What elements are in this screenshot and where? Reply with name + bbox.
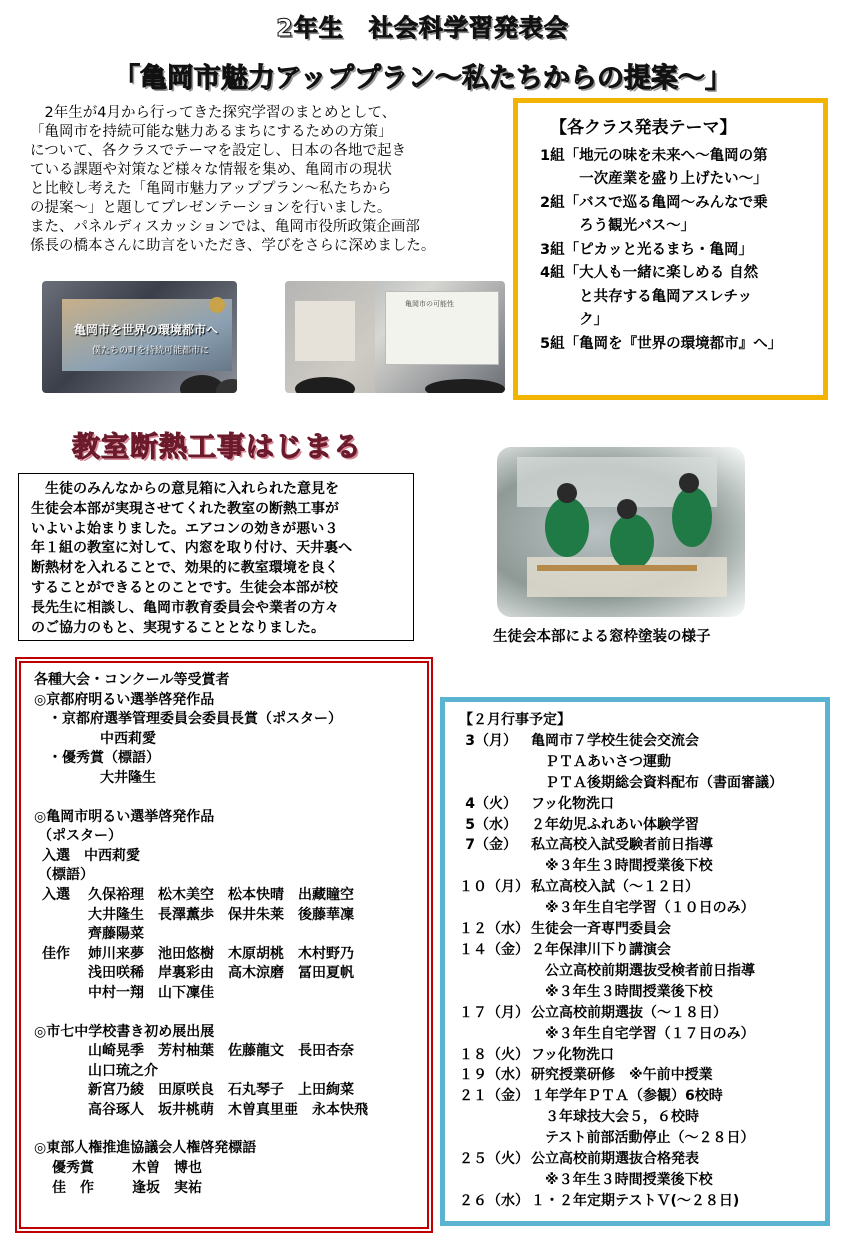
kyoto-prize: ・優秀賞（標語） <box>48 750 160 767</box>
presentation-photo <box>42 281 237 393</box>
theme-line: 「バスで巡る亀岡～みんなで乗 <box>564 194 768 211</box>
award-names <box>88 886 354 945</box>
jinken-row <box>34 1179 427 1199</box>
theme-line: と共存する亀岡アスレチッ <box>564 288 753 305</box>
schedule-row <box>459 1191 825 1212</box>
schedule-event: 公立高校前期選抜合格発表 <box>531 1151 699 1168</box>
room-silhouettes <box>285 281 505 393</box>
insulation-article <box>18 473 414 641</box>
schedule-date: １２（水） <box>459 921 529 938</box>
schedule-event: ※３年生３時間授業後下校 <box>545 983 713 1000</box>
schedule-event: 私立高校入試受験者前日指導 <box>531 837 713 854</box>
window-painting-photo <box>497 447 745 617</box>
intro-line: また、パネルディスカッションでは、亀岡市役所政策企画部 <box>30 219 420 235</box>
theme-line: 一次産業を盛り上げたい～」 <box>564 171 768 187</box>
schedule-date: ２１（金） <box>459 1088 529 1105</box>
schedule-row <box>459 940 825 961</box>
students-painting-illustration <box>497 447 745 617</box>
intro-line: と比較し考えた「亀岡市魅力アッププラン～私たちから <box>30 181 392 197</box>
schedule-event: 私立高校入試（～１２日） <box>531 879 699 896</box>
schedule-row <box>459 1003 825 1024</box>
themes-heading: 【各クラス発表テーマ】 <box>550 118 737 138</box>
slogan-nyusen <box>34 886 427 945</box>
kyoto-title: ◎京都府明るい選挙啓発作品 <box>34 691 215 708</box>
audience-silhouettes <box>42 281 237 393</box>
schedule-date: １９（水） <box>459 1067 529 1084</box>
names-line: 中村一翔 山下凜佳 <box>88 984 214 1001</box>
schedule-row <box>459 1065 825 1086</box>
theme-line: ろう観光バス～」 <box>564 218 696 234</box>
schedule-event: ２年幼児ふれあい体験学習 <box>531 816 699 833</box>
insulation-line: 生徒のみんなからの意見箱に入れられた意見を <box>31 481 339 497</box>
schedule-event: ＰＴＡあいさつ運動 <box>545 753 671 770</box>
jinken-title: ◎東部人権推進協議会人権啓発標語 <box>34 1140 257 1157</box>
slide-label: 亀岡市の可能性 <box>405 300 454 308</box>
intro-line: について、各クラスでテーマを設定し、日本の各地で起き <box>30 143 406 159</box>
schedule-date: 3（月） <box>465 732 517 749</box>
theme-class: 3組 <box>540 241 565 258</box>
names-line: 久保裕理 松木美空 松本快晴 出藏瞳空 <box>88 886 354 903</box>
intro-line: ている課題や対策など様々な情報を集め、亀岡市の現状 <box>30 162 392 178</box>
schedule-row <box>459 815 825 836</box>
schedule-date: 7（金） <box>465 837 517 854</box>
theme-item <box>540 333 813 357</box>
class-themes-box <box>513 98 828 400</box>
spacer <box>34 1004 427 1023</box>
insulation-line: のご協力のもと、実現することとなりました。 <box>31 619 325 636</box>
schedule-row <box>459 877 825 898</box>
calligraphy-title: ◎市七中学校書き初め展出展 <box>34 1023 215 1040</box>
names-line: 姉川来夢 池田悠樹 木原胡桃 木村野乃 <box>88 945 354 962</box>
theme-text <box>565 145 768 192</box>
theme-text <box>565 333 783 357</box>
schedule-row <box>459 731 825 752</box>
schedule-date: １７（月） <box>459 1004 529 1021</box>
theme-line: ク」 <box>564 312 609 328</box>
award-label: 佳作 <box>42 945 70 962</box>
spacer <box>34 1120 427 1139</box>
kyoto-prize: ・京都府選挙管理委員会委員長賞（ポスター） <box>48 711 342 728</box>
award-label: 佳 作 <box>52 1179 94 1196</box>
photo-caption: 生徒会本部による窓枠塗装の様子 <box>493 629 711 645</box>
award-names: 木曽 博也 <box>132 1160 202 1177</box>
schedule-date: ２６（水） <box>459 1192 529 1209</box>
schedule-event: 公立高校前期選抜（～１８日） <box>531 1004 727 1021</box>
awards-box <box>15 657 433 1233</box>
insulation-line: 断熱材を入れることで、効果的に教室環境を良く <box>31 560 339 577</box>
insulation-title: 教室断熱工事はじまる <box>72 430 363 463</box>
schedule-date: １０（月） <box>459 879 529 896</box>
intro-line: 「亀岡市を持続可能な魅力あるまちにするための方策」 <box>30 124 393 140</box>
schedule-event: 公立高校前期選抜受検者前日指導 <box>545 962 755 979</box>
schedule-date: 4（火） <box>465 795 517 812</box>
theme-class: 2組 <box>540 194 565 211</box>
schedule-heading: 【２月行事予定】 <box>459 712 571 728</box>
screen-title: 亀岡市を世界の環境都市へ <box>74 323 219 337</box>
schedule-event: フッ化物洗口 <box>531 1046 615 1063</box>
theme-text <box>565 239 753 263</box>
schedule-row <box>459 794 825 815</box>
panel-photo <box>285 281 505 393</box>
schedule-event: フッ化物洗口 <box>531 795 615 812</box>
awards-heading: 各種大会・コンクール等受賞者 <box>34 672 230 688</box>
theme-item <box>540 239 813 263</box>
theme-line: 「大人も一緒に楽しめる 自然 <box>564 265 759 281</box>
theme-line: 「地元の味を未来へ～亀岡の第 <box>564 147 768 164</box>
schedule-event: ＰＴＡ後期総会資料配布（書面審議） <box>545 774 783 791</box>
theme-item <box>540 192 813 239</box>
intro-line: 2年生が4月から行ってきた探究学習のまとめとして、 <box>30 105 397 121</box>
schedule-date: ２５（火） <box>459 1151 529 1168</box>
calligraphy-names: 山崎晃季 芳村柚葉 佐藤龍文 長田杏奈 <box>88 1043 354 1060</box>
calligraphy-names: 山口琉之介 <box>88 1062 158 1079</box>
february-schedule-box <box>440 697 830 1226</box>
spacer <box>34 789 427 808</box>
schedule-event: １・２年定期テストＶ(～２８日) <box>531 1192 740 1209</box>
schedule-row <box>459 919 825 940</box>
theme-line: 「亀岡を『世界の環境都市』へ」 <box>564 335 783 352</box>
schedule-date: 5（水） <box>465 816 517 833</box>
schedule-event: ※３年生３時間授業後下校 <box>545 858 713 875</box>
theme-line: 「ピカッと光るまち・亀岡」 <box>564 241 753 258</box>
slogan-label: （標語） <box>38 867 94 884</box>
kyoto-prize-name: 大井隆生 <box>100 769 156 786</box>
kameoka-title: ◎亀岡市明るい選挙啓発作品 <box>34 808 215 825</box>
jinken-row <box>34 1159 427 1179</box>
schedule-event: ※３年生３時間授業後下校 <box>545 1171 713 1188</box>
insulation-line: することができるとのことです。生徒会本部が校 <box>31 579 338 596</box>
screen-subtitle: 僕たちの町を持続可能都市に <box>92 346 210 356</box>
calligraphy-names: 新宮乃綾 田原咲良 石丸琴子 上田絢菜 <box>88 1082 354 1099</box>
insulation-line: 生徒会本部が実現させてくれた教室の断熱工事が <box>31 500 339 517</box>
names-line: 浅田咲稀 岸裏彩由 高木涼磨 冨田夏帆 <box>88 965 354 982</box>
award-label: 優秀賞 <box>52 1160 94 1177</box>
insulation-line: 長先生に相談し、亀岡市教育委員会や業者の方々 <box>31 599 339 616</box>
theme-class: 5組 <box>540 335 565 352</box>
kyoto-prize-name: 中西莉愛 <box>100 730 156 747</box>
schedule-event: ※３年生自宅学習（１０日のみ） <box>545 900 755 917</box>
schedule-event: ※３年生自宅学習（１７日のみ） <box>545 1025 755 1042</box>
schedule-row <box>459 835 825 856</box>
schedule-date: １８（火） <box>459 1046 529 1063</box>
insulation-line: 年１組の教室に対して、内窓を取り付け、天井裏へ <box>31 540 353 557</box>
schedule-event: ３年球技大会５，６校時 <box>545 1109 699 1126</box>
theme-class: 4組 <box>540 265 565 281</box>
schedule-row <box>459 1086 825 1107</box>
schedule-event: ２年保津川下り講演会 <box>531 941 671 958</box>
schedule-row <box>459 1045 825 1066</box>
theme-class: 1組 <box>540 147 565 164</box>
schedule-list <box>459 731 825 1212</box>
calligraphy-names: 高谷琢人 坂井桃萌 木曽真里亜 永本快飛 <box>88 1101 368 1118</box>
slogan-kasaku <box>34 945 427 1004</box>
schedule-event: 亀岡市７学校生徒会交流会 <box>531 732 699 749</box>
award-label: 入選 <box>42 886 70 903</box>
page-subtitle: 「亀岡市魅力アッププラン～私たちからの提案～」 <box>112 63 733 94</box>
schedule-event: １年学年ＰＴＡ（参観）6校時 <box>531 1088 723 1105</box>
names-line: 齊藤陽菜 <box>88 926 144 943</box>
theme-item <box>540 145 813 192</box>
page-title: 2年生 社会科学習発表会 <box>276 14 569 42</box>
schedule-date: １４（金） <box>459 941 529 958</box>
award-names: 逢坂 実祐 <box>132 1179 202 1196</box>
theme-text <box>565 192 768 239</box>
intro-line: 係長の橋本さんに助言をいただき、学びをさらに深めました。 <box>30 238 436 254</box>
intro-line: の提案～」と題してプレゼンテーションを行いました。 <box>30 200 392 216</box>
schedule-event: テスト前部活動停止（～２８日） <box>545 1130 755 1147</box>
schedule-event: 生徒会一斉専門委員会 <box>531 921 671 938</box>
schedule-row <box>459 1149 825 1170</box>
poster-line: 入選 中西莉愛 <box>42 847 140 864</box>
award-names <box>88 945 354 1004</box>
theme-text <box>565 262 759 333</box>
intro-paragraph <box>30 104 508 256</box>
insulation-line: いよいよ始まりました。エアコンの効きが悪い３ <box>31 520 339 537</box>
theme-item <box>540 262 813 333</box>
names-line: 大井隆生 長澤薫歩 保井朱莱 後藤華凜 <box>88 906 354 923</box>
schedule-event: 研究授業研修 ※午前中授業 <box>531 1067 713 1084</box>
poster-label: （ポスター） <box>38 828 122 845</box>
